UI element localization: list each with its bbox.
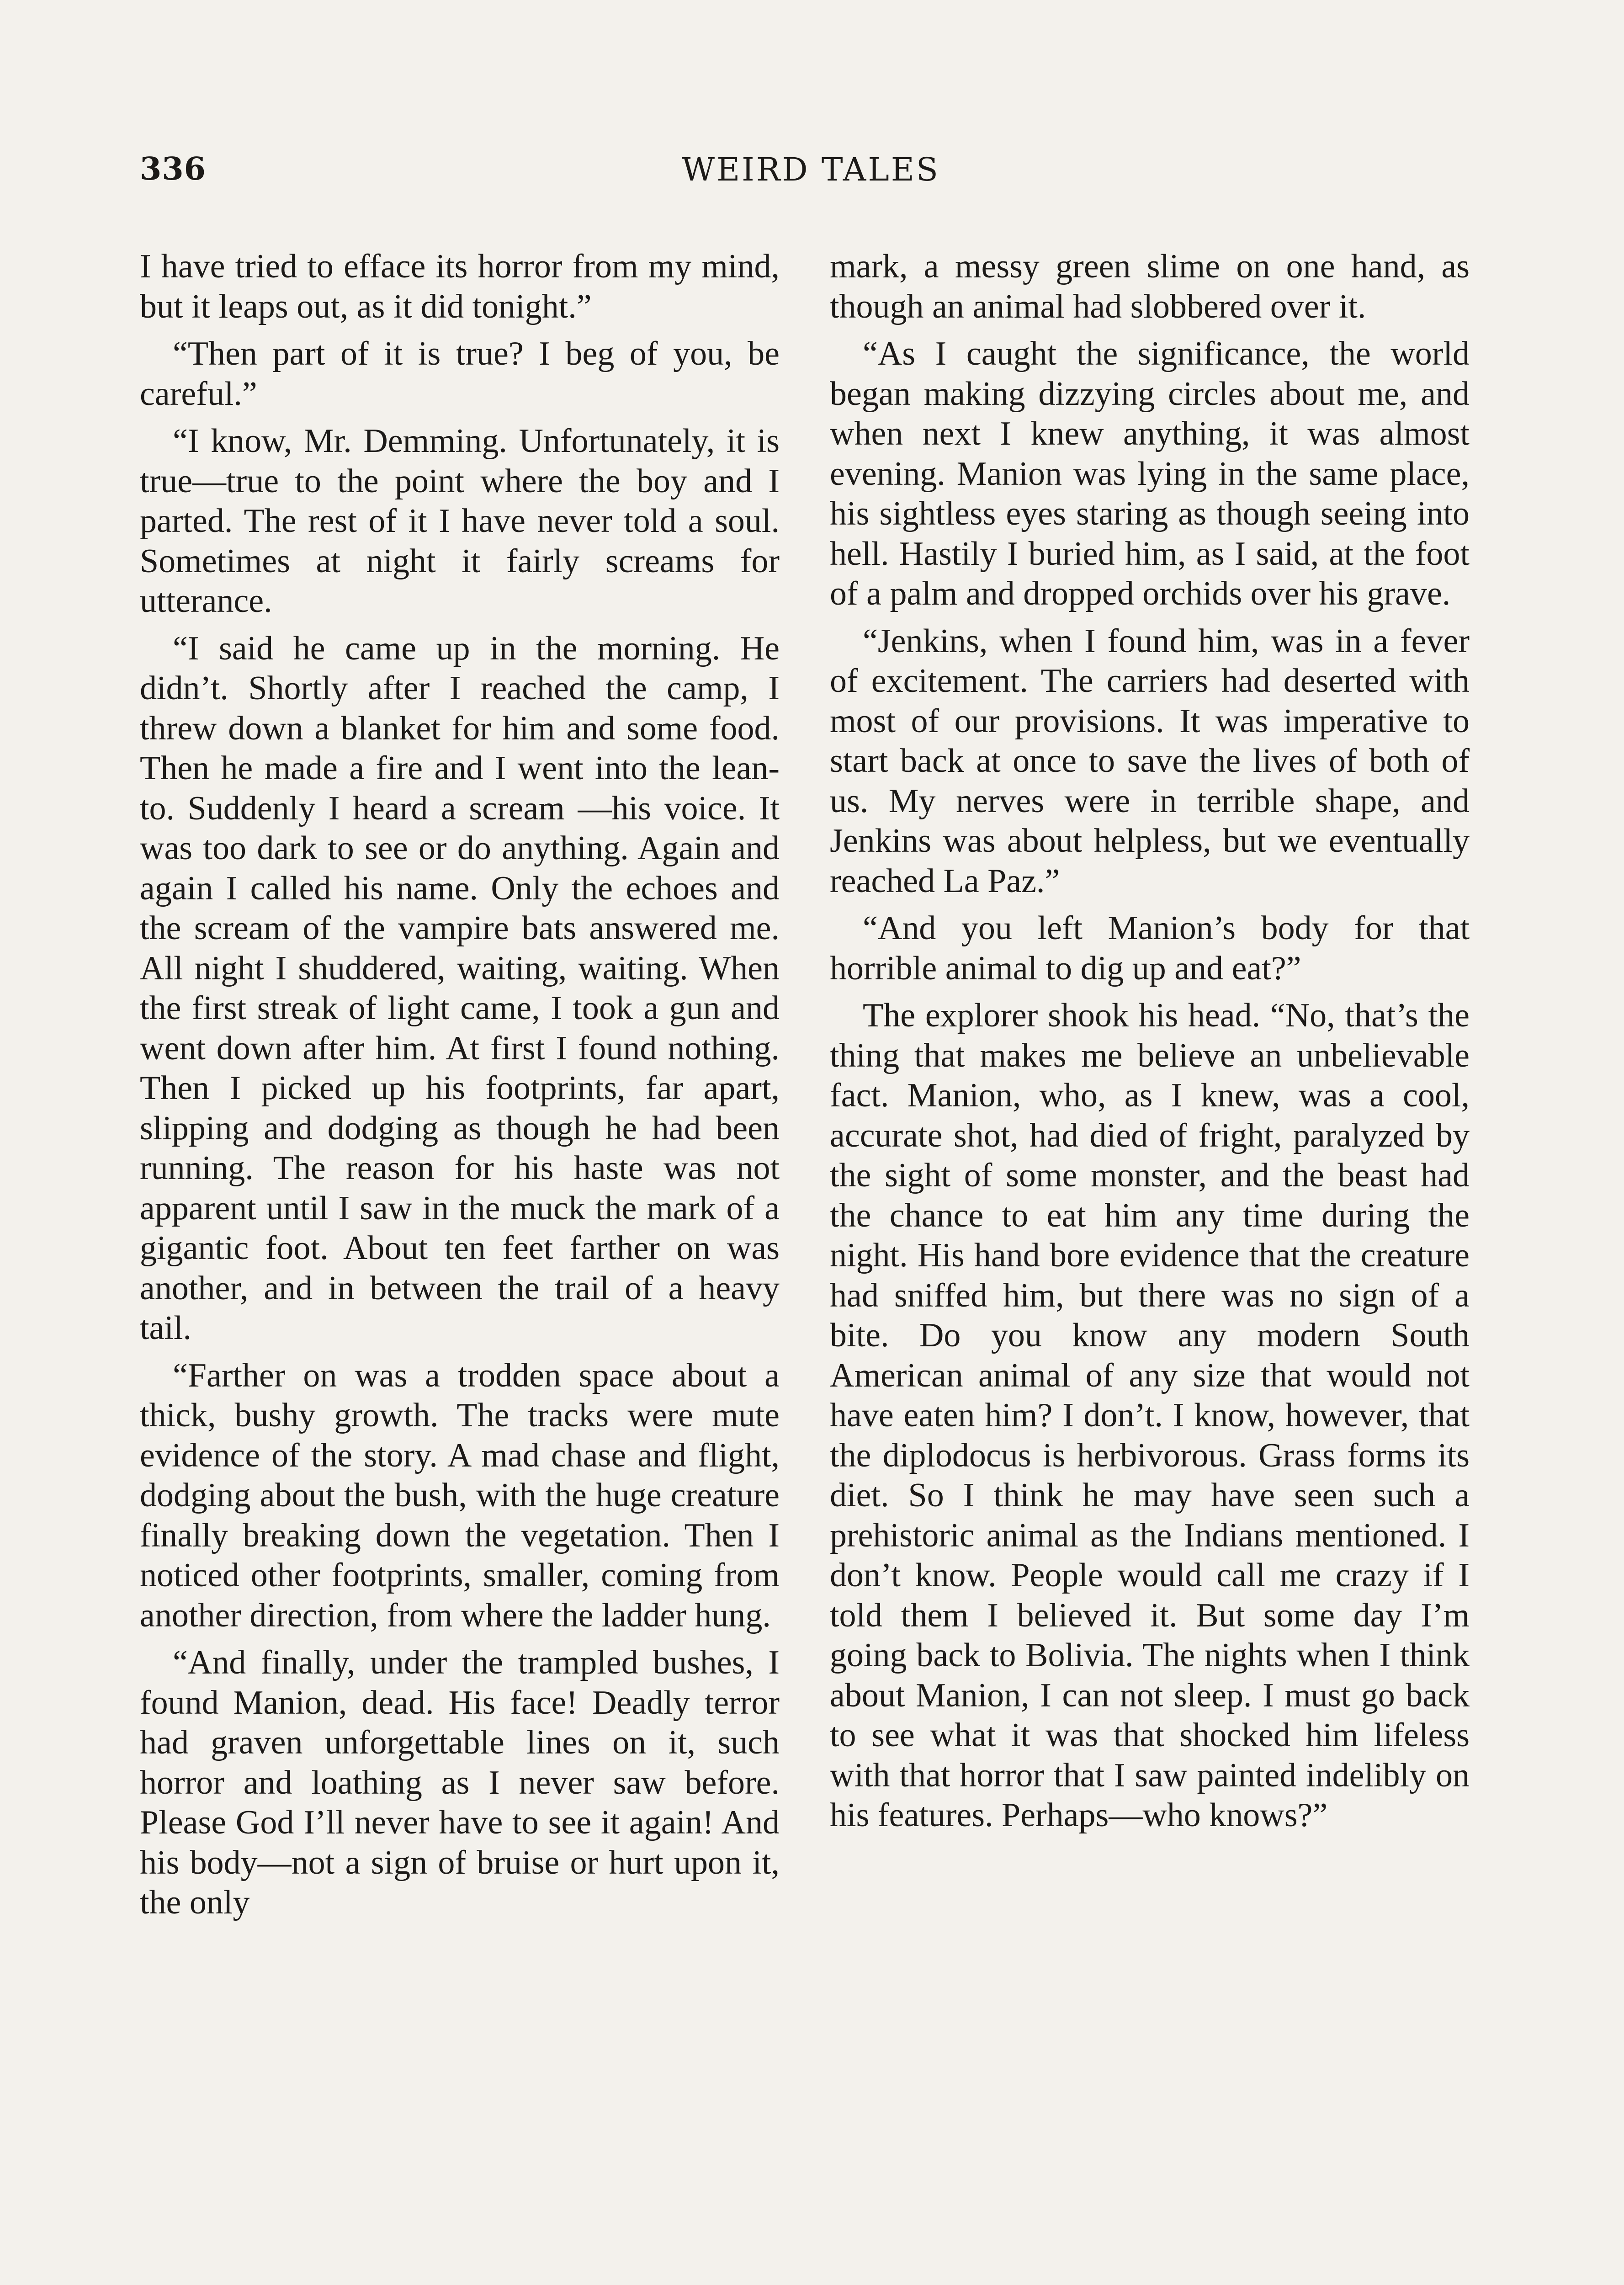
page-number: 336 <box>140 151 206 187</box>
right-column <box>830 247 1470 1843</box>
page-header <box>140 151 1482 197</box>
paragraph: “I know, Mr. Demming. Unfortunately, it is true—true to the point where the boy and I parted. The rest of it I have never told a soul. Sometimes at night it fairly screams for utterance. <box>140 422 780 620</box>
left-column <box>140 247 780 1930</box>
paragraph: “Then part of it is true? I beg of you, be careful.” <box>140 335 780 413</box>
paragraph: “I said he came up in the morning. He didn’t. Shortly after I reached the camp, I threw down a blanket for him and some food. Then he made a fire and I went into the lean-to. Suddenly I heard a scream —his voice. It was too dark to see or do anything. Again and again I called his name. Only the echoes and the scream of the vampire bats answered me. All night I shuddered, waiting, waiting. When the first streak of light came, I took a gun and went down after him. At first I found nothing. Then I picked up his footprints, far apart, slipping and dodging as though he had been running. The reason for his haste was not apparent until I saw in the muck the mark of a gigantic foot. About ten feet farther on was another, and in between the trail of a heavy tail. <box>140 629 780 1347</box>
paragraph: mark, a messy green slime on one hand, as though an animal had slobbered over it. <box>830 248 1470 325</box>
paragraph: The explorer shook his head. “No, that’s the thing that makes me believe an unbelievable fact. Manion, who, as I knew, was a cool, accurate shot, had died of fright, paralyzed by the sight of some monster, and the beast had the chance to eat him any time during the night. His hand bore evidence that the creature had sniffed him, but there was no sign of a bite. Do you know any modern South American animal of any size that would not have eaten him? I don’t. I know, however, that the diplodocus is herbivorous. Grass forms its diet. So I think he may have seen such a prehistoric animal as the Indians mentioned. I don’t know. People would call me crazy if I told them I believed it. But some day I’m going back to Bolivia. The nights when I think about Manion, I can not sleep. I must go back to see what it was that shocked him lifeless with that horror that I saw painted indelibly on his features. Perhaps—who knows?” <box>830 997 1470 1834</box>
paragraph: “And you left Manion’s body for that horrible animal to dig up and eat?” <box>830 909 1470 987</box>
paragraph: “As I caught the significance, the world began making dizzying circles about me, and when next I knew anything, it was almost evening. Manion was lying in the same place, his sightless eyes staring as though seeing into hell. Hastily I buried him, as I said, at the foot of a palm and dropped orchids over his grave. <box>830 335 1470 612</box>
paragraph: “And finally, under the trampled bushes, I found Manion, dead. His face! Deadly terror had graven unforgettable lines on it, such horror and loathing as I never saw before. Please God I’ll never have to see it again! And his body—not a sign of bruise or hurt upon it, the only <box>140 1644 780 1921</box>
paragraph: “Jenkins, when I found him, was in a fever of excitement. The carriers had deserted with most of our provisions. It was imperative to start back at once to save the lives of both of us. My nerves were in terrible shape, and Jenkins was about helpless, but we eventually reached La Paz.” <box>830 622 1470 900</box>
paragraph: “Farther on was a trodden space about a thick, bushy growth. The tracks were mute evidence of the story. A mad chase and flight, dodging about the bush, with the huge creature finally breaking down the vegetation. Then I noticed other footprints, smaller, coming from another direction, from where the ladder hung. <box>140 1356 780 1634</box>
running-head-title: WEIRD TALES <box>682 151 940 188</box>
paragraph: I have tried to efface its horror from my mind, but it leaps out, as it did tonight.” <box>140 248 780 325</box>
text-columns <box>140 247 1482 2285</box>
